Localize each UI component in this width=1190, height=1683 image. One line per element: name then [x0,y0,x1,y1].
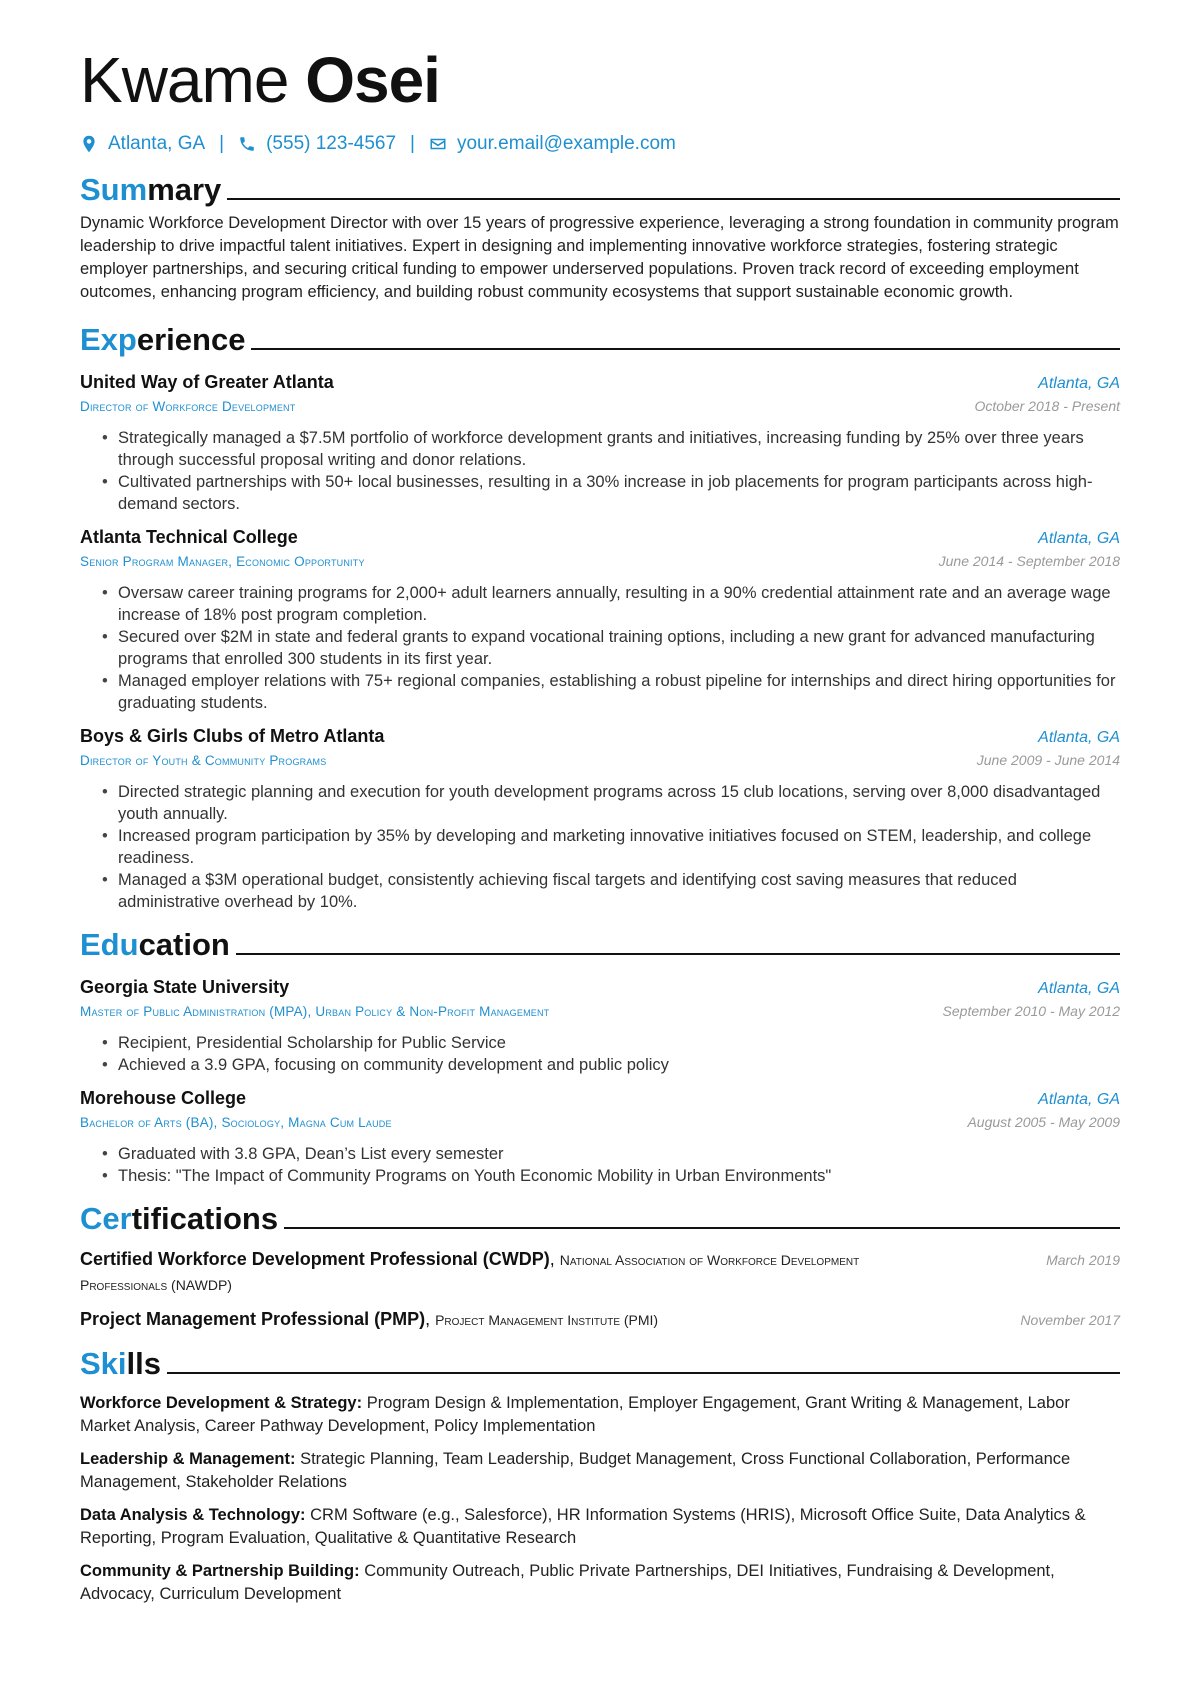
certification-name: Project Management Professional (PMP) [80,1309,426,1329]
bullet-list [80,427,1120,515]
section-heading [80,318,1120,358]
phone-text: (555) 123-4567 [266,133,397,154]
section-rule [251,348,1120,350]
bullet-item: • Achieved a 3.9 GPA, focusing on community development and public policy [118,1054,1120,1076]
certification-issuer: Project Management Institute (PMI) [435,1312,659,1328]
education-entry [80,1086,1120,1187]
experience-entry [80,370,1120,515]
skill-row [80,1504,1120,1550]
skill-row [80,1448,1120,1494]
bullet-item: • Managed a $3M operational budget, consistently achieving fiscal targets and identifying cost saving measures that reduced administrative overhead by 10%. [118,869,1120,913]
skill-items: CRM Software (e.g., Salesforce), HR Information Systems (HRIS), Microsoft Office Suite, Data Analytics & Reporting, Program Evaluation, Qualitative & Quantitative Research [80,1506,1086,1547]
experience-section [80,318,1120,913]
entry-location: Atlanta, GA [1038,1091,1120,1108]
bullet-item: • Directed strategic planning and execution for youth development programs across 15 club locations, serving over 8,000 disadvantaged youth annually. [118,781,1120,825]
summary-section [80,168,1120,304]
employer-name: Boys & Girls Clubs of Metro Atlanta [80,726,385,746]
certification-date: November 2017 [1020,1312,1120,1328]
employer-name: Atlanta Technical College [80,527,298,547]
entry-dates: August 2005 - May 2009 [967,1114,1120,1130]
contact-phone[interactable] [238,133,396,155]
certification-entry: Certified Workforce Development Professional (CWDP), National Association of Workforce Development Professionals (NAWDP) March 2019 [80,1249,1120,1293]
map-pin-icon [80,135,98,153]
section-heading [80,168,1120,208]
bullet-item: • Graduated with 3.8 GPA, Dean’s List every semester [118,1143,1120,1165]
education-section [80,923,1120,1187]
degree-title: Bachelor of Arts (BA), Sociology, Magna Cum Laude [80,1115,392,1130]
entry-dates: June 2014 - September 2018 [938,553,1120,569]
degree-title: Master of Public Administration (MPA), Urban Policy & Non-Profit Management [80,1004,550,1019]
skill-items: Program Design & Implementation, Employer Engagement, Grant Writing & Management, Labor Market Analysis, Career Pathway Development, Policy Implementation [80,1394,1070,1435]
education-entry [80,975,1120,1076]
job-title: Director of Workforce Development [80,399,296,414]
skill-category: Workforce Development & Strategy: [80,1394,363,1412]
section-title: Skills [80,1346,161,1381]
skill-category: Community & Partnership Building: [80,1562,360,1580]
bullet-item: • Strategically managed a $7.5M portfolio of workforce development grants and initiatives, increasing funding by 25% over three years through successful proposal writing and donor relations. [118,427,1120,471]
skill-category: Leadership & Management: [80,1450,296,1468]
section-title: Education [80,927,230,962]
section-rule [167,1372,1120,1374]
contact-email[interactable] [429,133,676,155]
entry-location: Atlanta, GA [1038,729,1120,746]
section-heading [80,1197,1120,1237]
bullet-item: • Managed employer relations with 75+ regional companies, establishing a robust pipeline for internships and direct hiring opportunities for graduating students. [118,670,1120,714]
skills-section [80,1342,1120,1606]
contact-location [80,133,205,155]
bullet-item: • Oversaw career training programs for 2,000+ adult learners annually, resulting in a 90% credential attainment rate and an average wage increase of 18% post program completion. [118,582,1120,626]
school-name: Georgia State University [80,977,290,997]
bullet-list [80,1032,1120,1076]
entry-location: Atlanta, GA [1038,530,1120,547]
bullet-list [80,781,1120,913]
certification-name: Certified Workforce Development Professional (CWDP) [80,1249,550,1269]
summary-text: Dynamic Workforce Development Director with over 15 years of progressive experience, leveraging a strong foundation in community program leadership to drive impactful talent initiatives. Expert in designing and implementing innovative workforce strategies, fostering strategic employer partnerships, and securing critical funding to empower underserved populations. Proven track record of exceeding employment outcomes, enhancing program efficiency, and building robust community ecosystems that support sustainable economic growth. [80,214,1119,301]
section-heading [80,923,1120,963]
school-name: Morehouse College [80,1088,247,1108]
email-link[interactable]: your.email@example.com [456,133,676,154]
entry-dates: June 2009 - June 2014 [976,752,1120,768]
certifications-section [80,1197,1120,1332]
bullet-item: • Thesis: "The Impact of Community Programs on Youth Economic Mobility in Urban Environments" [118,1165,1120,1187]
section-heading [80,1342,1120,1382]
certification-entry: Project Management Professional (PMP), Project Management Institute (PMI) November 2017 [80,1309,1120,1329]
contact-separator: | [219,133,225,154]
skill-items: Strategic Planning, Team Leadership, Budget Management, Cross Functional Collaboration, Performance Management, Stakeholder Relations [80,1450,1071,1491]
bullet-item: • Secured over $2M in state and federal grants to expand vocational training options, including a new grant for advanced manufacturing programs that enrolled 300 students in its first year. [118,626,1120,670]
bullet-list [80,1143,1120,1187]
section-rule [236,953,1120,955]
envelope-icon [429,135,447,153]
bullet-item: • Recipient, Presidential Scholarship for Public Service [118,1032,1120,1054]
skill-row [80,1392,1120,1438]
section-title: Summary [80,172,222,207]
bullet-item: • Cultivated partnerships with 50+ local businesses, resulting in a 30% increase in job placements for program participants across high-demand sectors. [118,471,1120,515]
job-title: Director of Youth & Community Programs [80,753,327,768]
resume-page [80,40,1120,1606]
phone-icon [238,135,256,153]
experience-entry [80,525,1120,714]
candidate-name [80,40,1120,120]
skill-category: Data Analysis & Technology: [80,1506,306,1524]
entry-location: Atlanta, GA [1038,375,1120,392]
contact-bar [80,130,1120,158]
job-title: Senior Program Manager, Economic Opportunity [80,554,365,569]
last-name: Osei [305,44,440,116]
first-name: Kwame [80,44,289,116]
section-rule [227,198,1120,200]
entry-location: Atlanta, GA [1038,980,1120,997]
entry-dates: September 2010 - May 2012 [942,1003,1120,1019]
entry-dates: October 2018 - Present [974,398,1120,414]
experience-entry [80,724,1120,913]
section-title: Certifications [80,1201,279,1236]
certification-date: March 2019 [1046,1252,1120,1268]
bullet-list [80,582,1120,714]
certification-issuer: National Association of Workforce Development Professionals (NAWDP) [80,1252,860,1293]
section-rule [284,1227,1120,1229]
bullet-item: • Increased program participation by 35% by developing and marketing innovative initiatives focused on STEM, leadership, and college readiness. [118,825,1120,869]
skill-row [80,1560,1120,1606]
employer-name: United Way of Greater Atlanta [80,372,334,392]
location-text: Atlanta, GA [108,133,206,154]
contact-separator: | [410,133,415,154]
section-title: Experience [80,322,246,357]
skill-items: Community Outreach, Public Private Partnerships, DEI Initiatives, Fundraising & Development, Advocacy, Curriculum Development [80,1562,1055,1603]
